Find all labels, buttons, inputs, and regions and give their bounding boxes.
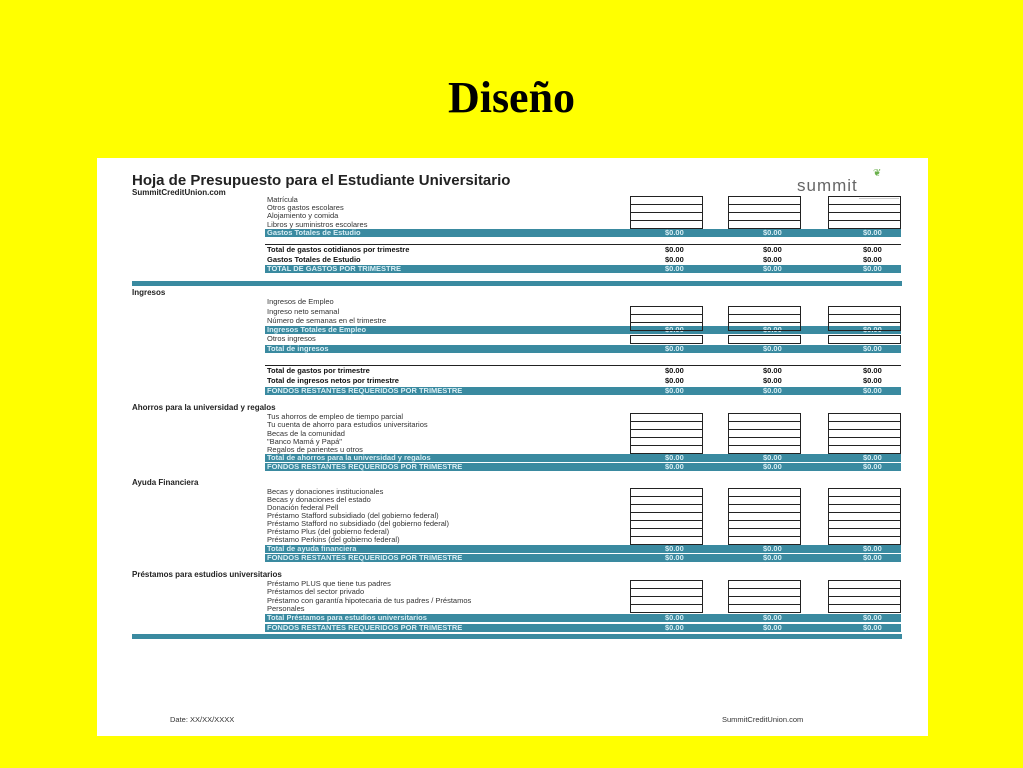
input-cell[interactable] [829, 529, 900, 537]
list-item: Regalos de parientes u otros [267, 445, 363, 454]
input-cell-group[interactable] [630, 306, 703, 331]
input-cell[interactable] [631, 414, 702, 422]
list-item: Otros gastos escolares [267, 203, 344, 212]
list-item: Número de semanas en el trimestre [267, 316, 387, 325]
total-row: Gastos Totales de Estudio $0.00 $0.00 $0.00 [265, 229, 901, 237]
input-cell[interactable] [729, 221, 800, 229]
footer-site: SummitCreditUnion.com [722, 715, 804, 724]
list-item: Préstamo Stafford no subsidiado (del gobierno federal) [267, 519, 450, 528]
list-item: Matrícula [267, 195, 298, 204]
input-cell[interactable] [829, 513, 900, 521]
input-cell[interactable] [729, 430, 800, 438]
input-cell[interactable] [631, 597, 702, 605]
input-cell[interactable] [829, 581, 900, 589]
list-item: Préstamo PLUS que tiene tus padres [267, 579, 391, 588]
input-cell[interactable] [631, 430, 702, 438]
section-heading: Ingresos [132, 288, 166, 297]
total-row: FONDOS RESTANTES REQUERIDOS POR TRIMESTRE $0.00 $0.00 $0.00 [265, 463, 901, 471]
list-item: Préstamo Stafford subsidiado (del gobierno federal) [267, 511, 439, 520]
input-cell[interactable] [829, 307, 900, 315]
input-cell[interactable] [829, 221, 900, 229]
total-row: FONDOS RESTANTES REQUERIDOS POR TRIMESTRE $0.00 $0.00 $0.00 [265, 387, 901, 395]
input-cell[interactable] [631, 513, 702, 521]
input-cell[interactable] [729, 323, 800, 331]
list-item: Préstamos del sector privado [267, 587, 365, 596]
input-cell[interactable] [631, 197, 702, 205]
input-cell[interactable] [829, 430, 900, 438]
list-item: Ingreso neto semanal [267, 307, 340, 316]
total-row: Total Préstamos para estudios universitarios $0.00 $0.00 $0.00 [265, 614, 901, 622]
input-cell[interactable] [829, 438, 900, 446]
section-rule [132, 281, 902, 286]
input-cell[interactable] [631, 221, 702, 229]
input-cell[interactable] [729, 529, 800, 537]
list-item: Becas y donaciones institucionales [267, 487, 384, 496]
total-row: Total de ayuda financiera $0.00 $0.00 $0.00 [265, 545, 901, 553]
input-cell[interactable] [729, 422, 800, 430]
input-cell-group[interactable] [630, 413, 703, 454]
input-cell[interactable] [829, 605, 900, 613]
list-item: Tu cuenta de ahorro para estudios universitarios [267, 420, 428, 429]
input-cell-group[interactable] [728, 413, 801, 454]
input-cell[interactable] [631, 205, 702, 213]
input-cell[interactable] [829, 597, 900, 605]
leaf-icon: ❦ [873, 168, 882, 179]
logo-text: summit [797, 176, 858, 195]
input-cell[interactable] [729, 605, 800, 613]
input-cell-group[interactable] [630, 580, 703, 613]
input-cell[interactable] [829, 197, 900, 205]
list-item: Donación federal Pell [267, 503, 339, 512]
input-cell[interactable] [631, 581, 702, 589]
input-cell-group[interactable] [828, 580, 901, 613]
list-item: Becas de la comunidad [267, 429, 345, 438]
summit-logo [797, 168, 907, 198]
input-cell[interactable] [729, 537, 800, 545]
total-row: Ingresos Totales de Empleo $0.00 $0.00 $0.00 [265, 326, 901, 334]
input-cell[interactable] [631, 422, 702, 430]
input-cell[interactable] [729, 505, 800, 513]
input-cell-group[interactable] [630, 196, 703, 229]
list-item: Préstamo Plus (del gobierno federal) [267, 527, 390, 536]
input-cell[interactable] [829, 414, 900, 422]
input-cell[interactable] [729, 197, 800, 205]
list-item: Libros y suministros escolares [267, 220, 368, 229]
list-item: Otros ingresos [267, 334, 316, 343]
input-cell-group[interactable] [728, 488, 801, 545]
section-heading: Ayuda Financiera [132, 478, 199, 487]
budget-sheet [97, 158, 928, 736]
input-cell[interactable] [729, 521, 800, 529]
section-rule [132, 634, 902, 639]
input-cell[interactable] [729, 497, 800, 505]
total-row: TOTAL DE GASTOS POR TRIMESTRE $0.00 $0.00 $0.00 [265, 265, 901, 273]
input-cell[interactable] [729, 446, 800, 454]
input-cell[interactable] [631, 323, 702, 331]
input-cell[interactable] [829, 537, 900, 545]
list-item: Alojamiento y comida [267, 211, 339, 220]
input-cell[interactable] [829, 336, 900, 344]
input-cell[interactable] [631, 446, 702, 454]
input-cell[interactable] [631, 589, 702, 597]
input-cell[interactable] [729, 213, 800, 221]
input-cell-group[interactable] [828, 335, 901, 344]
input-cell[interactable] [829, 489, 900, 497]
input-cell[interactable] [729, 589, 800, 597]
total-row: FONDOS RESTANTES REQUERIDOS POR TRIMESTRE $0.00 $0.00 $0.00 [265, 554, 901, 562]
list-item: Ingresos de Empleo [267, 297, 334, 306]
input-cell-group[interactable] [828, 488, 901, 545]
list-item: Becas y donaciones del estado [267, 495, 371, 504]
list-item: Préstamo con garantía hipotecaria de tus padres / Préstamos [267, 596, 472, 605]
input-cell-group[interactable] [828, 196, 901, 229]
input-cell[interactable] [729, 597, 800, 605]
list-item: Personales [267, 604, 305, 613]
total-row: Total de ingresos $0.00 $0.00 $0.00 [265, 345, 901, 353]
input-cell[interactable] [631, 497, 702, 505]
input-cell[interactable] [631, 537, 702, 545]
input-cell[interactable] [829, 315, 900, 323]
input-cell[interactable] [729, 414, 800, 422]
input-cell[interactable] [729, 307, 800, 315]
document-site: SummitCreditUnion.com [132, 188, 226, 197]
input-cell[interactable] [829, 446, 900, 454]
table-row: Gastos Totales de Estudio $0.00 $0.00 $0.00 [267, 255, 882, 264]
input-cell-group[interactable] [828, 413, 901, 454]
input-cell[interactable] [729, 336, 800, 344]
total-row: Total de ahorros para la universidad y regalos $0.00 $0.00 $0.00 [265, 454, 901, 462]
section-heading: Ahorros para la universidad y regalos [132, 403, 276, 412]
input-cell-group[interactable] [828, 306, 901, 331]
input-cell[interactable] [729, 489, 800, 497]
input-cell[interactable] [729, 438, 800, 446]
input-cell[interactable] [631, 307, 702, 315]
input-cell[interactable] [729, 513, 800, 521]
input-cell[interactable] [729, 205, 800, 213]
list-item: Préstamo Perkins (del gobierno federal) [267, 535, 400, 544]
input-cell[interactable] [631, 438, 702, 446]
input-cell-group[interactable] [728, 335, 801, 344]
input-cell[interactable] [729, 581, 800, 589]
list-item: "Banco Mamá y Papá" [267, 437, 342, 446]
total-row: FONDOS RESTANTES REQUERIDOS POR TRIMESTRE $0.00 $0.00 $0.00 [265, 624, 901, 632]
input-cell-group[interactable] [728, 580, 801, 613]
input-cell[interactable] [631, 521, 702, 529]
input-cell-group[interactable] [630, 488, 703, 545]
input-cell[interactable] [829, 505, 900, 513]
table-row: Total de ingresos netos por trimestre $0.00 $0.00 $0.00 [267, 376, 882, 385]
input-cell-group[interactable] [728, 196, 801, 229]
input-cell[interactable] [631, 529, 702, 537]
list-item: Tus ahorros de empleo de tiempo parcial [267, 412, 404, 421]
document-title: Hoja de Presupuesto para el Estudiante Universitario [132, 172, 511, 189]
footer-date: Date: XX/XX/XXXX [170, 715, 235, 724]
input-cell[interactable] [829, 422, 900, 430]
input-cell[interactable] [829, 497, 900, 505]
input-cell[interactable] [631, 213, 702, 221]
input-cell[interactable] [829, 323, 900, 331]
input-cell-group[interactable] [630, 335, 703, 344]
section-heading: Préstamos para estudios universitarios [132, 570, 282, 579]
input-cell-group[interactable] [728, 306, 801, 331]
input-cell[interactable] [829, 205, 900, 213]
table-row: Total de gastos por trimestre $0.00 $0.00 $0.00 [267, 366, 882, 375]
input-cell[interactable] [829, 589, 900, 597]
input-cell[interactable] [829, 521, 900, 529]
input-cell[interactable] [829, 213, 900, 221]
input-cell[interactable] [631, 336, 702, 344]
input-cell[interactable] [631, 505, 702, 513]
table-row: Total de gastos cotidianos por trimestre $0.00 $0.00 $0.00 [267, 245, 882, 254]
slide-title: Diseño [447, 73, 576, 122]
input-cell[interactable] [631, 315, 702, 323]
input-cell[interactable] [631, 605, 702, 613]
input-cell[interactable] [729, 315, 800, 323]
input-cell[interactable] [631, 489, 702, 497]
